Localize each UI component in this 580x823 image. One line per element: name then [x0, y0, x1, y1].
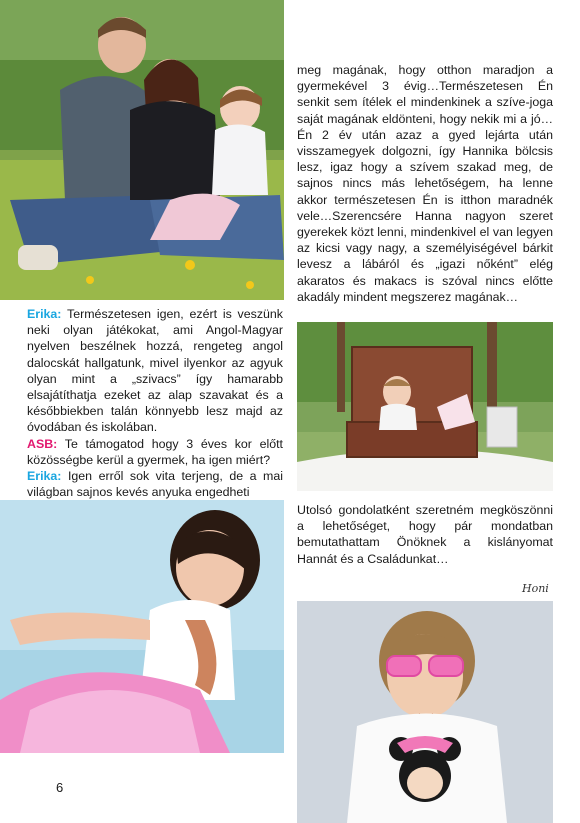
family-photo [0, 0, 284, 300]
suitcase-photo [297, 322, 553, 491]
paragraph-text: Természetesen igen, ezért is veszünk neki olyan játékokat, ami Angol-Magyar nyelven beszélnek hozzá, rengeteg angol dalocskát hallgatunk, mivel ilyenkor az agyuk olyan mint a „szivacs” így hamarabb elsajátíthatja ezeket az alap szavakat és a későbbiekben talán könnyebb lesz majd az óvodában és iskolában. [27, 307, 284, 435]
speaker-label: ASB: [27, 436, 58, 451]
closing-text [297, 502, 553, 567]
right-column-text [297, 62, 553, 305]
paragraph [27, 436, 283, 468]
paragraph-text: Igen erről sok vita terjeng, de a mai világban sajnos kevés anyuka engedheti [27, 469, 283, 500]
paragraph-text: Te támogatod hogy 3 éves kor előtt közösségbe kerül a gyermek, ha igen miért? [27, 436, 284, 467]
page-number: 6 [56, 780, 64, 795]
paragraph-text: Utolsó gondolatként szeretném megköszönni a lehetőséget, hogy pár mondatban bemutathattam Önöknek a kislányomat Hannát és a Családunkat… [297, 503, 553, 566]
paragraph-text: meg magának, hogy otthon maradjon a gyermekével 3 évig…Természetesen Én senkit sem ítélek el mindenkinek a szíve-joga saját magának eldönteni, hogy nekik mi a jó…Én 2 év után azaz a gyed lejárta után visszamegyek dolgozni, így Hannika bölcsis lesz, igaz hogy a szívem szakad meg, de sajnos nincs más lehetőségem, ha lenne akkor természetesen Én is itthon maradnék vele…Szerencsére Hanna nagyon szeret gyerekek közt lenni, mindenkivel el van legyen az kicsi vagy nagy, a személyiségével bárkit levesz a lábáról és „igazi nőként” elég akaratos és makacs is szóval nincs előtte akadály mindent megszerez magának… [297, 63, 553, 304]
signature: Honi [522, 582, 549, 595]
left-column-text [27, 306, 283, 500]
paragraph [27, 306, 283, 436]
tutu-girl-photo [0, 500, 284, 753]
sunglasses-girl-photo [297, 601, 553, 823]
paragraph [27, 468, 283, 500]
speaker-label: Erika: [27, 307, 62, 321]
speaker-label: Erika: [27, 469, 62, 484]
